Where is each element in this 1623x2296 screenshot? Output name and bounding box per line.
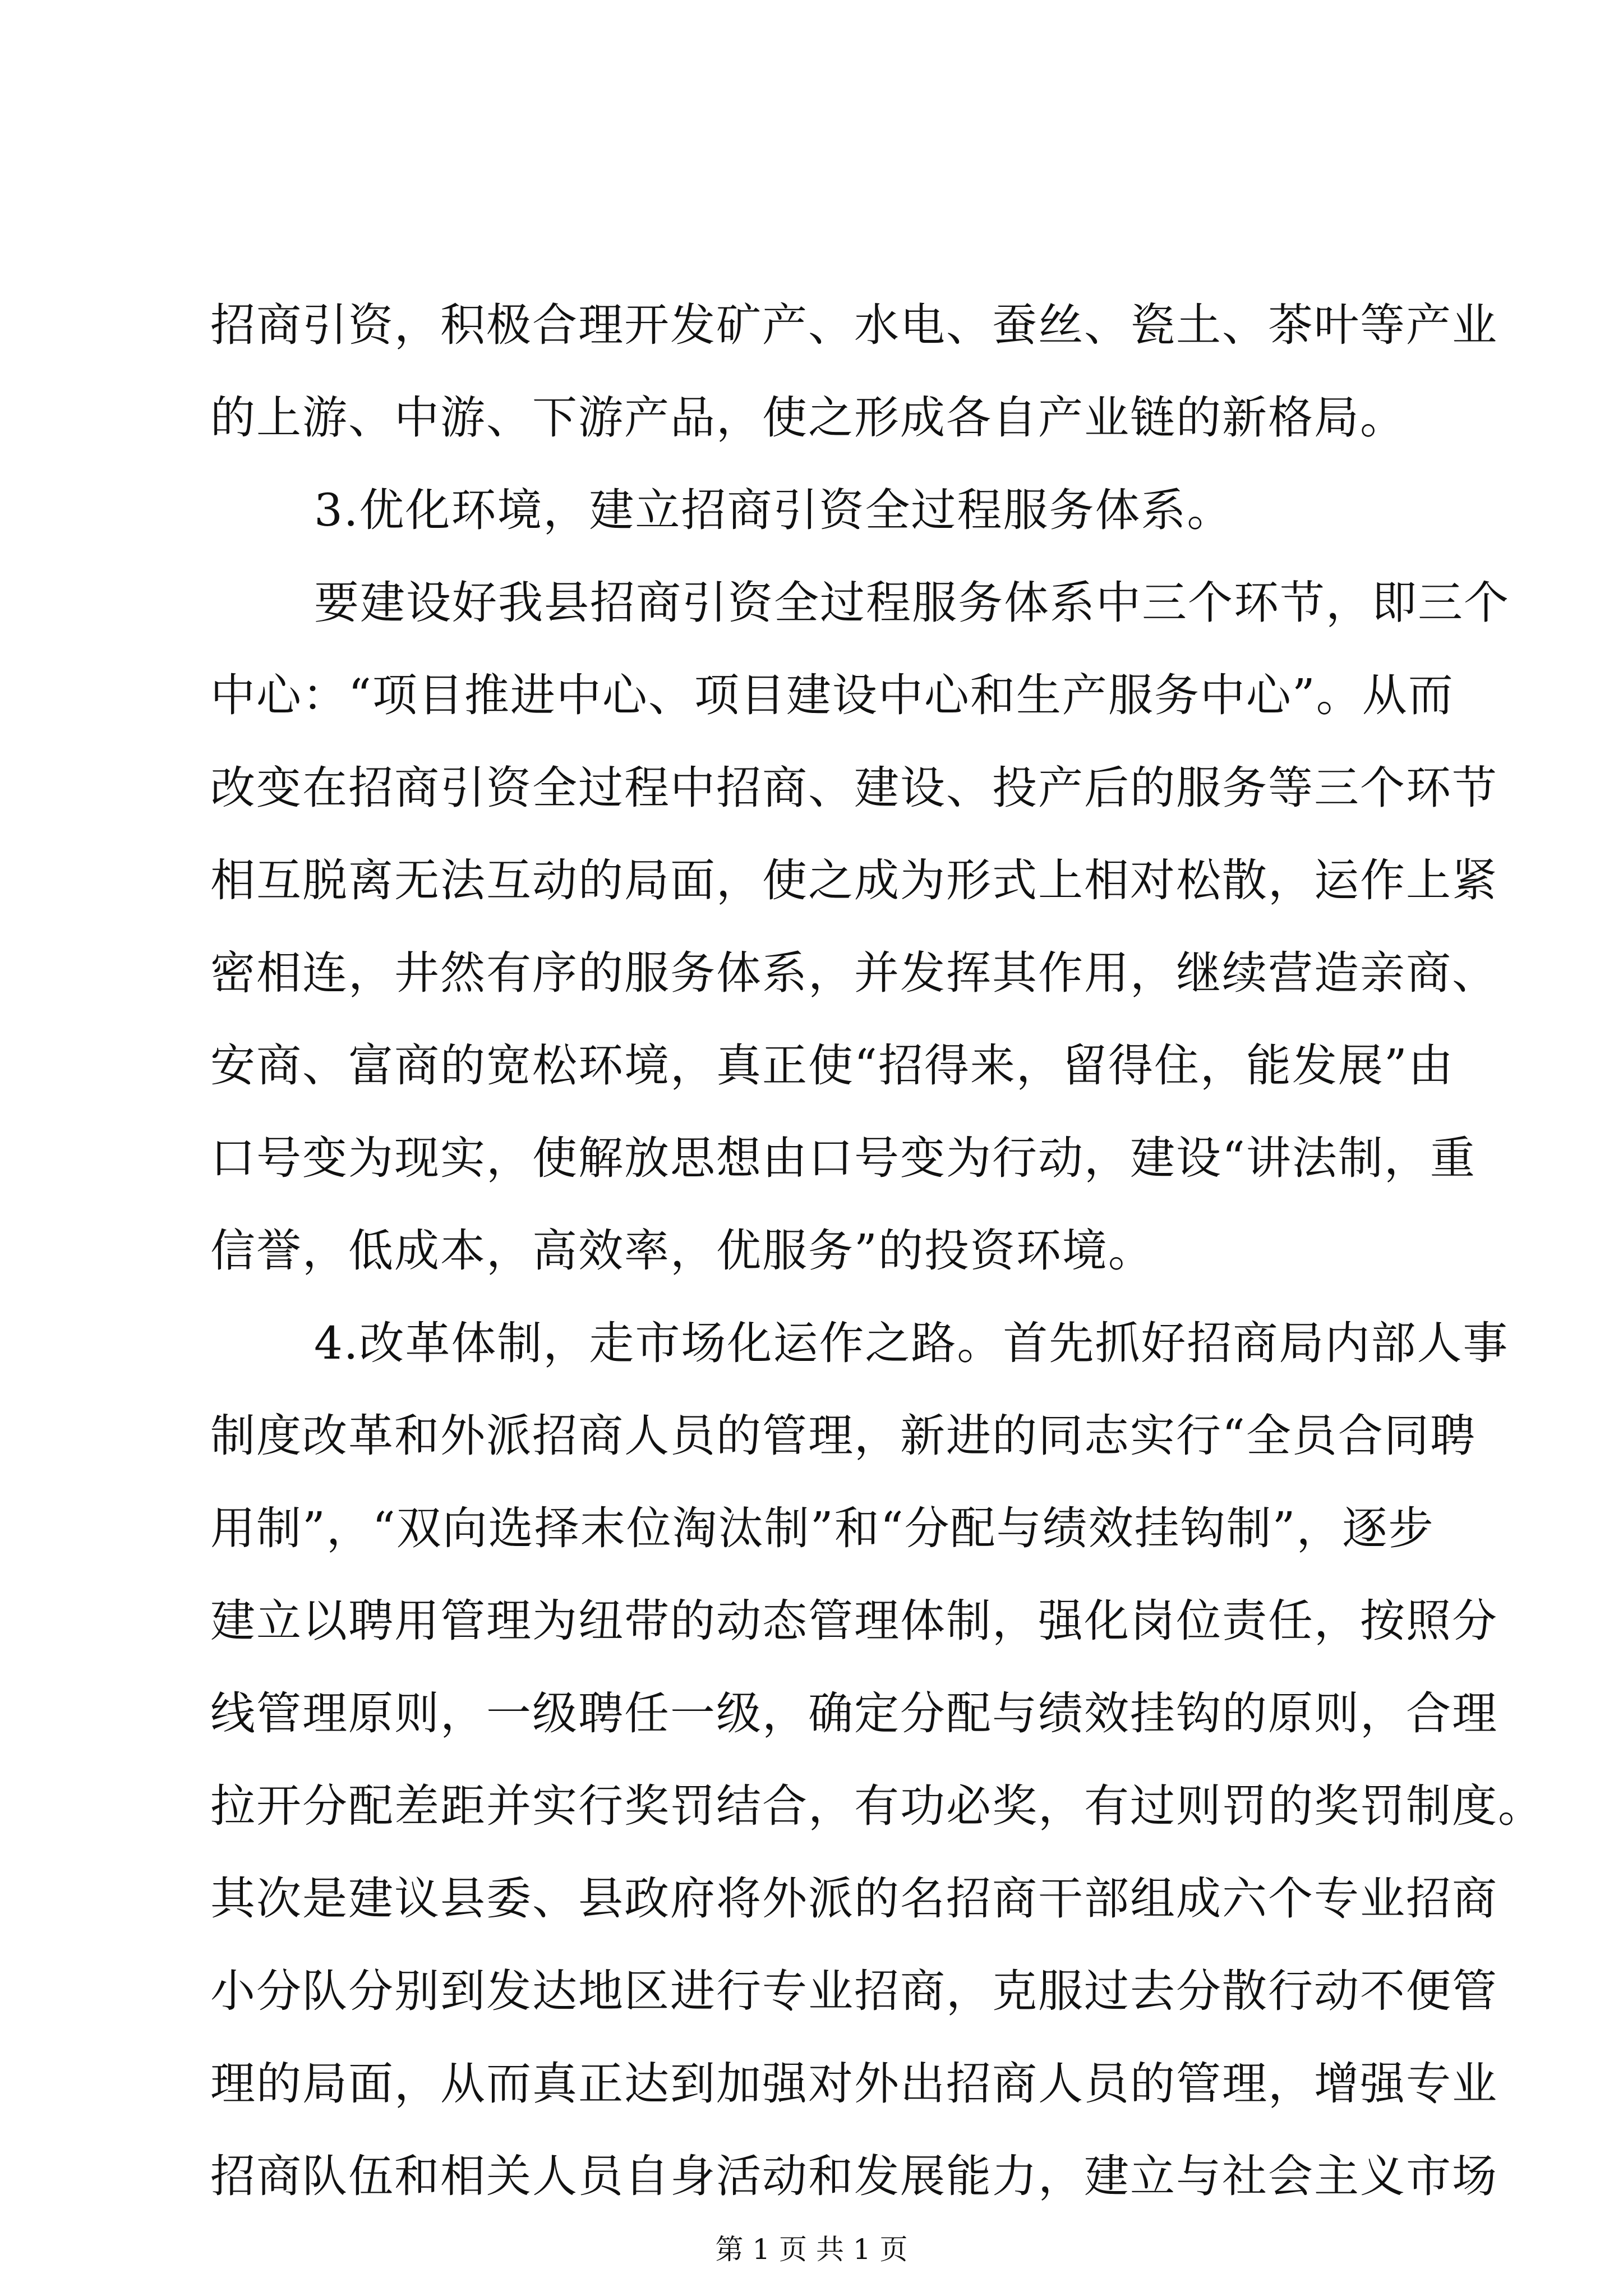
body-text-line: 改变在招商引资全过程中招商、建设、投产后的服务等三个环节 (210, 762, 1498, 814)
body-text-line: 口号变为现实，使解放思想由口号变为行动，建设“讲法制，重 (210, 1132, 1476, 1184)
body-text-line: 建立以聘用管理为纽带的动态管理体制，强化岗位责任，按照分 (210, 1595, 1498, 1647)
body-text-line: 要建设好我县招商引资全过程服务体系中三个环节，即三个 (314, 577, 1510, 629)
body-text-line: 相互脱离无法互动的局面，使之成为形式上相对松散，运作上紧 (210, 854, 1498, 907)
page-footer: 第 1 页 共 1 页 (715, 2233, 908, 2266)
body-text-line: 制度改革和外派招商人员的管理，新进的同志实行“全员合同聘 (210, 1410, 1476, 1462)
body-text-line: 其次是建议县委、县政府将外派的名招商干部组成六个专业招商 (210, 1872, 1498, 1925)
body-text-line: 的上游、中游、下游产品，使之形成各自产业链的新格局。 (210, 392, 1406, 444)
body-text-line: 拉开分配差距并实行奖罚结合，有功必奖，有过则罚的奖罚制度。 (210, 1780, 1544, 1832)
body-text-line: 理的局面，从而真正达到加强对外出招商人员的管理，增强专业 (210, 2058, 1498, 2110)
body-text-line: 招商引资，积极合理开发矿产、水电、蚕丝、瓷土、茶叶等产业 (210, 299, 1498, 351)
section-heading: 3.优化环境，建立招商引资全过程服务体系。 (314, 484, 1233, 536)
body-text-line: 线管理原则，一级聘任一级，确定分配与绩效挂钩的原则，合理 (210, 1687, 1498, 1740)
body-text-line: 密相连，井然有序的服务体系，并发挥其作用，继续营造亲商、 (210, 947, 1498, 999)
body-text-line: 用制”，“双向选择末位淘汰制”和“分配与绩效挂钩制”，逐步 (210, 1502, 1435, 1554)
body-text-line: 信誉，低成本，高效率，优服务”的投资环境。 (210, 1225, 1154, 1277)
body-text-line: 中心：“项目推进中心、项目建设中心和生产服务中心”。从而 (210, 669, 1454, 721)
body-text-line: 4.改革体制，走市场化运作之路。首先抓好招商局内部人事 (314, 1317, 1509, 1369)
body-text-line: 小分队分别到发达地区进行专业招商，克服过去分散行动不便管 (210, 1965, 1498, 2017)
body-text-line: 安商、富商的宽松环境，真正使“招得来，留得住，能发展”由 (210, 1039, 1454, 1092)
body-text-line: 招商队伍和相关人员自身活动和发展能力，建立与社会主义市场 (210, 2150, 1498, 2202)
